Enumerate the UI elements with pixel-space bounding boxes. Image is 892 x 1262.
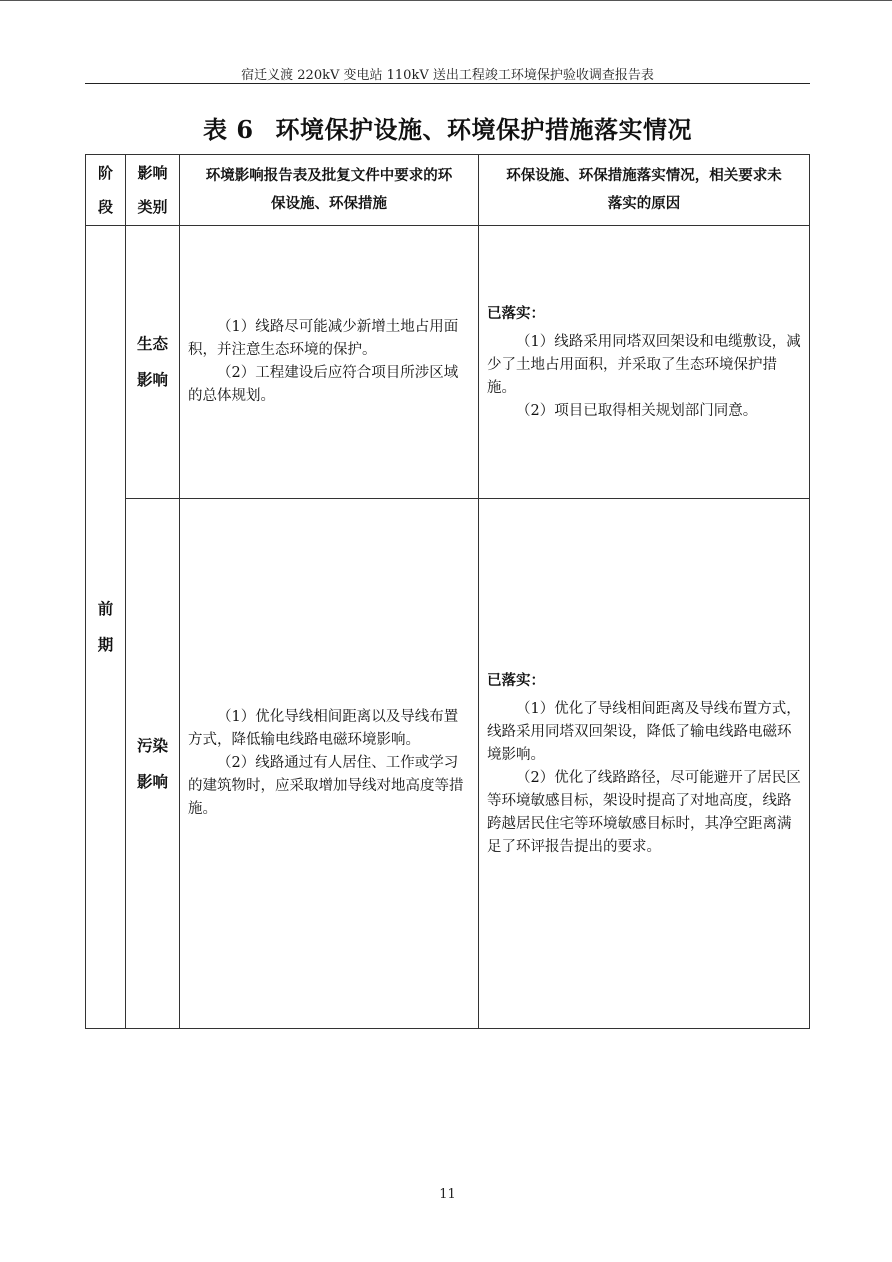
header-rule <box>85 83 810 84</box>
header-requirements: 环境影响报告表及批复文件中要求的环保设施、环保措施 <box>180 155 479 226</box>
header-impact-type: 影响 类别 <box>126 155 180 226</box>
requirements-pollution: （1）优化导线相间距离以及导线布置方式，降低输电线路电磁环境影响。 （2）线路通过有人居住、工作或学习的建筑物时，应采取增加导线对地高度等措施。 <box>180 499 479 1029</box>
implementation-ecological: 已落实： （1）线路采用同塔双回架设和电缆敷设，减少了土地占用面积，并采取了生态环境保护措施。 （2）项目已取得相关规划部门同意。 <box>479 226 810 499</box>
running-header: 宿迁义渡 220kV 变电站 110kV 送出工程竣工环境保护验收调查报告表 <box>241 68 654 83</box>
impact-type-ecological: 生态 影响 <box>126 226 180 499</box>
page-number: 11 <box>439 1187 456 1202</box>
header-stage: 阶 段 <box>86 155 126 226</box>
header-implementation: 环保设施、环保措施落实情况，相关要求未落实的原因 <box>479 155 810 226</box>
table-title <box>85 110 810 145</box>
implementation-pollution: 已落实： （1）优化了导线相间距离及导线布置方式，线路采用同塔双回架设，降低了输电线路电磁环境影响。 （2）优化了线路路径，尽可能避开了居民区等环境敏感目标，架设时提高了对地高度，线路跨越居民住宅等环境敏感目标时，其净空距离满足了环评报告提出的要求。 <box>479 499 810 1029</box>
page-top-edge <box>0 0 892 1</box>
table-header-row <box>86 155 810 226</box>
measures-table <box>85 154 810 1029</box>
requirements-ecological: （1）线路尽可能减少新增土地占用面积，并注意生态环境的保护。 （2）工程建设后应符合项目所涉区域的总体规划。 <box>180 226 479 499</box>
table-title-text: 环境保护设施、环境保护措施落实情况 <box>275 115 693 144</box>
implemented-label: 已落实： <box>487 671 545 689</box>
table-number: 表 6 <box>202 115 254 144</box>
table-row <box>86 499 810 1029</box>
table-row <box>86 226 810 499</box>
impact-type-pollution: 污染 影响 <box>126 499 180 1029</box>
stage-cell: 前 期 <box>86 226 126 1029</box>
implemented-label: 已落实： <box>487 304 545 322</box>
